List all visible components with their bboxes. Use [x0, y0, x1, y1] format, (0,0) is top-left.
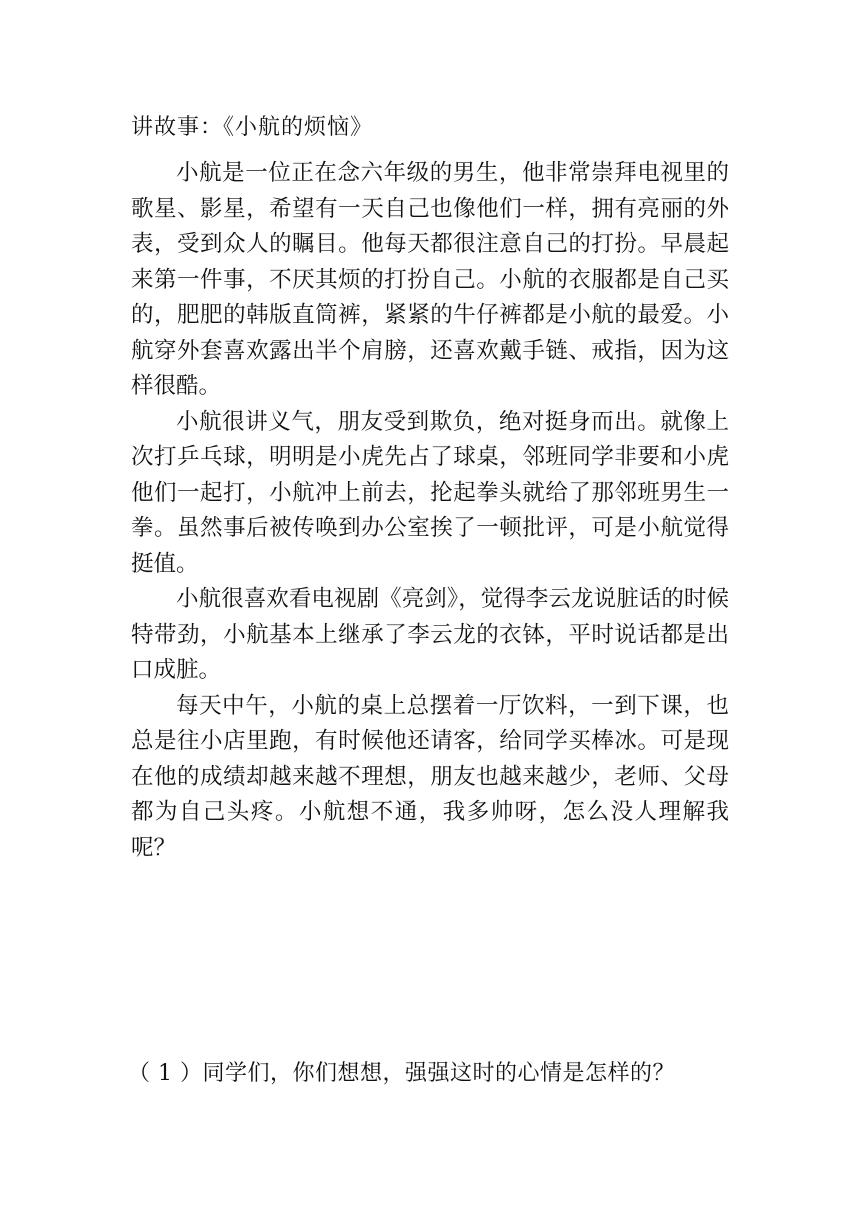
- story-paragraph-1: 小航是一位正在念六年级的男生，他非常崇拜电视里的歌星、影星，希望有一天自己也像他们一样，拥有亮丽的外表，受到众人的瞩目。他每天都很注意自己的打扮。早晨起来第一件事，不厌其烦的打扮自己。小航的衣服都是自己买的，肥肥的韩版直筒裤，紧紧的牛仔裤都是小航的最爱。小航穿外套喜欢露出半个肩膀，还喜欢戴手链、戒指，因为这样很酷。: [131, 160, 729, 399]
- story-paragraph-3: 小航很喜欢看电视剧《亮剑》，觉得李云龙说脏话的时候特带劲，小航基本上继承了李云龙的衣钵，平时说话都是出口成脏。: [131, 586, 729, 683]
- story-title: 讲故事：《小航的烦恼》: [131, 115, 374, 140]
- discussion-question: （ 1 ）同学们，你们想想，强强这时的心情是怎样的？: [128, 1061, 675, 1086]
- story-paragraph-2: 小航很讲义气，朋友受到欺负，绝对挺身而出。就像上次打乒乓球，明明是小虎先占了球桌，邻班同学非要和小虎他们一起打，小航冲上前去，抡起拳头就给了那邻班男生一拳。虽然事后被传唤到办公室挨了一顿批评，可是小航觉得挺值。: [131, 408, 729, 577]
- story-paragraph-4: 每天中午，小航的桌上总摆着一厅饮料，一到下课，也总是往小店里跑，有时候他还请客，给同学买棒冰。可是现在他的成绩却越来越不理想，朋友也越来越少，老师、父母都为自己头疼。小航想不通，我多帅呀，怎么没人理解我呢？: [131, 692, 729, 861]
- story-body: [131, 156, 729, 866]
